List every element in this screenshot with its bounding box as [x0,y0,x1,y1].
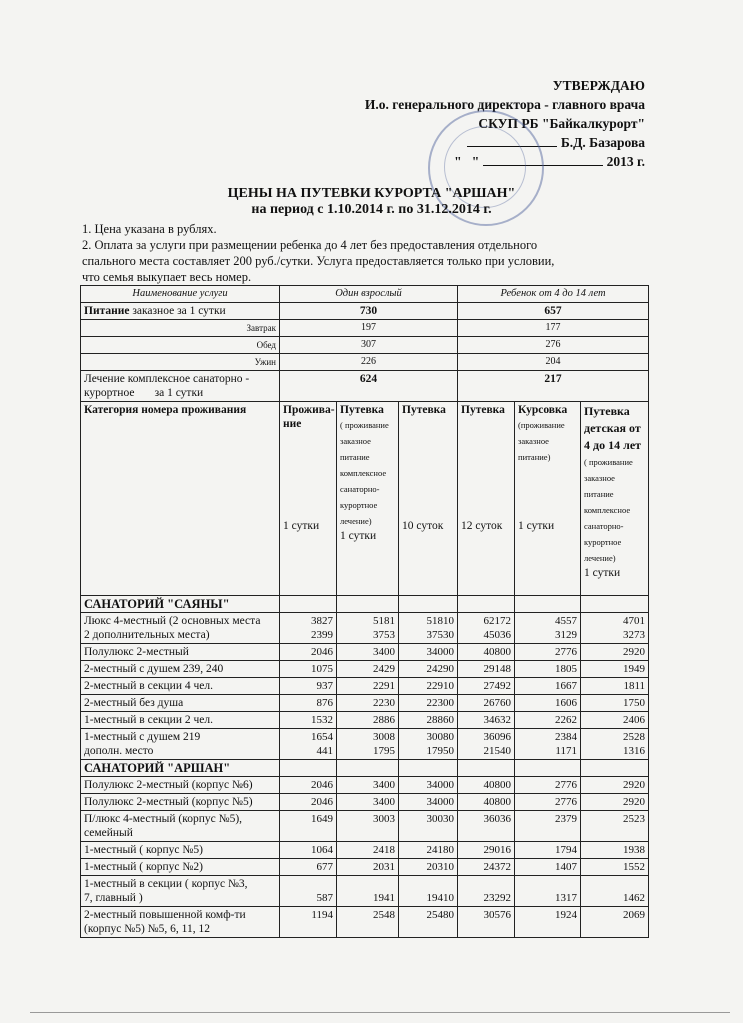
note-1: 1. Цена указана в рублях. [82,222,217,236]
approval-position: И.о. генерального директора - главного врача [364,97,645,112]
approval-organization: СКУП РБ "Байкалкурорт" [478,116,645,131]
section-arshan [81,760,649,777]
meal-row [81,337,649,354]
room-name: 1-местный в секции ( корпус №3, [84,878,248,890]
col-course: Курсовка (проживание заказное питание) 1 сутки [515,402,581,596]
food-child-price: 657 [458,303,649,320]
room-name: Полулюкс 2-местный (корпус №6) [81,777,280,794]
header-child: Ребенок от 4 до 14 лет [458,286,649,303]
header-adult: Один взрослый [280,286,458,303]
meal-child: 204 [458,354,649,371]
scan-edge [30,1012,730,1013]
col-child-voucher: Путевка детская от 4 до 14 лет ( проживание заказное питание комплексное санаторно-курортное лечение) 1 сутки [581,402,649,596]
meal-adult: 197 [280,320,458,337]
treatment-row [81,371,649,402]
note-2-line-3: что семья выкупает весь номер. [82,270,252,284]
room-name: 2-местный в секции 4 чел. [81,678,280,695]
col-voucher-12days: Путевка 12 суток [458,402,515,596]
room-name: 1-местный с душем 219 [84,731,201,743]
price-table [80,285,649,938]
meal-adult: 307 [280,337,458,354]
room-name: 2-местный повышенной комф-ти [84,909,246,921]
note-2-line-1: 2. Оплата за услуги при размещении ребенка до 4 лет без предоставления отдельного [82,238,538,252]
treatment-child-price: 217 [458,371,649,402]
meal-name: Обед [81,337,280,354]
table-row: 1-местный ( корпус №5) 1064 2418 24180 29016 1794 1938 [81,842,649,859]
table-row: Полулюкс 2-местный (корпус №6) 2046 3400 34000 40800 2776 2920 [81,777,649,794]
room-name: 1-местный ( корпус №2) [81,859,280,876]
col-category: Категория номера проживания [81,402,280,596]
approval-block: УТВЕРЖДАЮ И.о. генерального директора - главного врача СКУП РБ "Байкалкурорт" Б.Д. Базарова " " 2013 г. [364,78,645,169]
meal-row [81,320,649,337]
room-name: 1-местный в секции 2 чел. [81,712,280,729]
room-name: 1-местный ( корпус №5) [81,842,280,859]
approval-heading: УТВЕРЖДАЮ [552,78,645,93]
col-accommodation: Прожива-ние 1 сутки [280,402,337,596]
table-row: 1-местный с душем 219 дополн. место 1654 441 3008 1795 30080 17950 36096 21540 2384 1171 2528 1316 [81,729,649,760]
table-row: 1-местный в секции ( корпус №3, 7, главный ) 587 1941 19410 23292 1317 1462 [81,876,649,907]
room-name: Полулюкс 2-местный [81,644,280,661]
room-name: П/люкс 4-местный (корпус №5), [84,813,243,825]
document-period: на период с 1.10.2014 г. по 31.12.2014 г. [251,202,492,217]
meal-adult: 226 [280,354,458,371]
header-service: Наименование услуги [81,286,280,303]
food-label: Питание заказное за 1 сутки [81,303,280,320]
room-name: Полулюкс 2-местный (корпус №5) [81,794,280,811]
table-row: Полулюкс 2-местный (корпус №5) 2046 3400 34000 40800 2776 2920 [81,794,649,811]
section-title: САНАТОРИЙ "САЯНЫ" [81,596,280,613]
treatment-label: Лечение комплексное санаторно - курортное за 1 сутки [81,371,280,402]
room-name-cont: семейный [84,827,133,839]
treatment-adult-price: 624 [280,371,458,402]
table-row: П/люкс 4-местный (корпус №5), семейный 1649 3003 30030 36036 2379 2523 [81,811,649,842]
meal-name: Ужин [81,354,280,371]
room-name: дополн. место [84,745,154,757]
col-voucher-1day: Путевка ( проживание заказное питание комплексное санаторно-курортное лечение) 1 сутки [337,402,399,596]
table-row: 2-местный в секции 4 чел. 937 2291 22910 27492 1667 1811 [81,678,649,695]
food-row [81,303,649,320]
table-row: Люкс 4-местный (2 основных места 2 дополнительных места) 3827 2399 5181 3753 51810 37530 62172 45036 4557 3129 4701 3273 [81,613,649,644]
meal-child: 177 [458,320,649,337]
document-title: ЦЕНЫ НА ПУТЕВКИ КУРОРТА "АРШАН" [227,186,516,201]
room-name: 2-местный без душа [81,695,280,712]
columns-header-row [81,402,649,596]
approval-year: 2013 г. [606,154,645,169]
room-name: 2 дополнительных места) [84,629,210,641]
approval-signatory: Б.Д. Базарова [560,135,645,150]
note-2-line-2: спального места составляет 200 руб./сутки. Услуга предоставляется только при условии, [82,254,555,268]
meal-name: Завтрак [81,320,280,337]
table-row: 1-местный ( корпус №2) 677 2031 20310 24372 1407 1552 [81,859,649,876]
services-header-row [81,286,649,303]
section-sayany [81,596,649,613]
table-row: 2-местный повышенной комф-ти (корпус №5) №5, 6, 11, 12 1194 2548 25480 30576 1924 2069 [81,907,649,938]
table-row: 2-местный без душа 876 2230 22300 26760 1606 1750 [81,695,649,712]
room-name-cont: 7, главный ) [84,892,143,904]
meal-child: 276 [458,337,649,354]
room-name: Люкс 4-местный (2 основных места [84,615,261,627]
food-adult-price: 730 [280,303,458,320]
room-name-cont: (корпус №5) №5, 6, 11, 12 [84,923,210,935]
room-name: 2-местный с душем 239, 240 [81,661,280,678]
section-title: САНАТОРИЙ "АРШАН" [81,760,280,777]
meal-row [81,354,649,371]
col-voucher-10days: Путевка 10 суток [399,402,458,596]
notes-block [82,221,582,285]
table-row: 1-местный в секции 2 чел. 1532 2886 28860 34632 2262 2406 [81,712,649,729]
table-row: Полулюкс 2-местный 2046 3400 34000 40800 2776 2920 [81,644,649,661]
table-row: 2-местный с душем 239, 240 1075 2429 24290 29148 1805 1949 [81,661,649,678]
